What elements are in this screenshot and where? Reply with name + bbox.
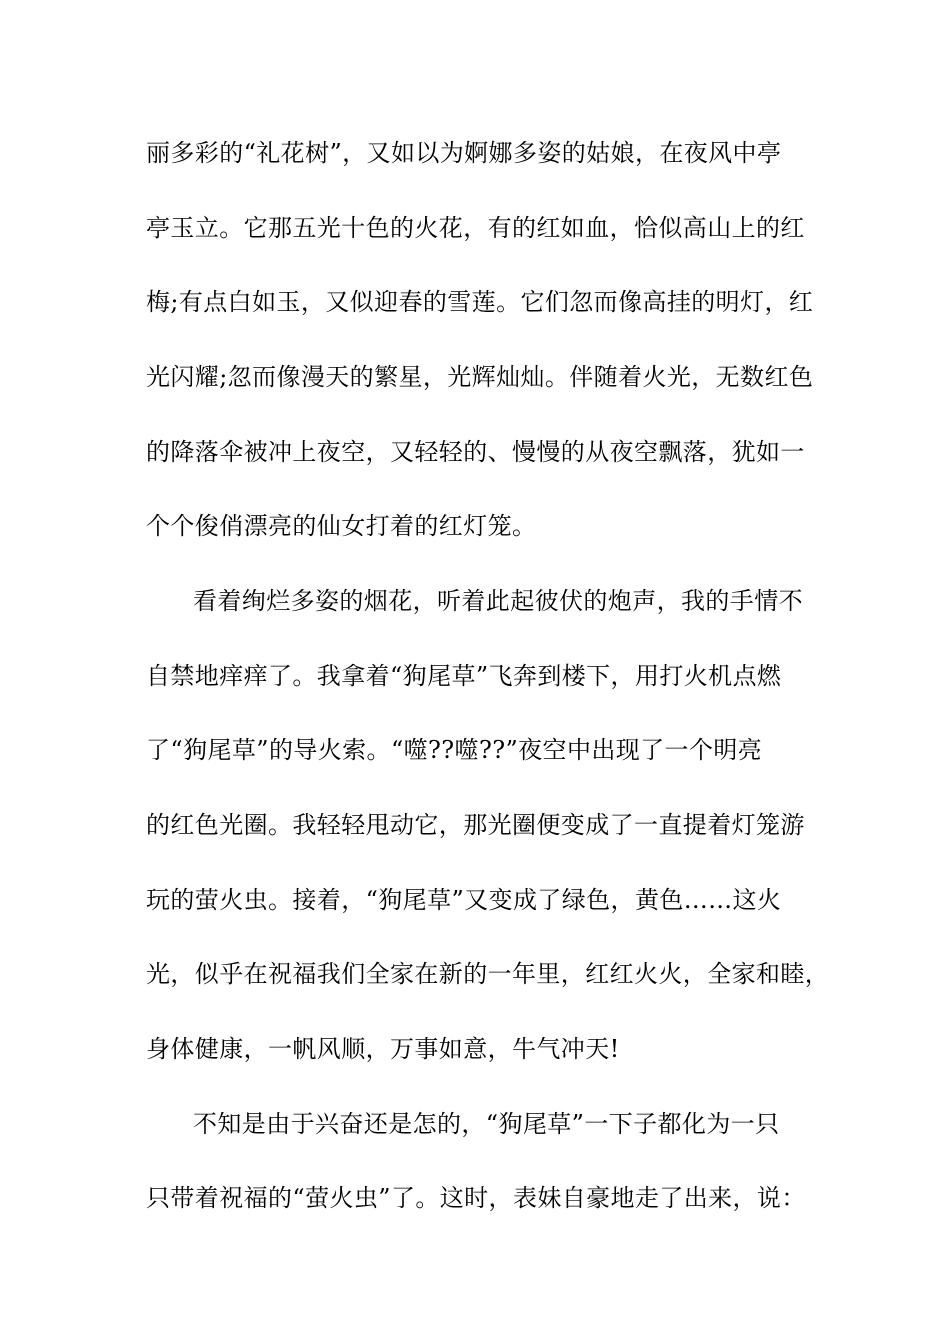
text-line: 玩的萤火虫。接着，“狗尾草”又变成了绿色，黄色……这火 <box>146 886 782 914</box>
text-line: 光闪耀;忽而像漫天的繁星，光辉灿灿。伴随着火光，无数红色 <box>146 363 814 391</box>
text-line: 光，似乎在祝福我们全家在新的一年里，红红火火，全家和睦， <box>146 960 830 988</box>
text-line: 梅;有点白如玉，又似迎春的雪莲。它们忽而像高挂的明灯，红 <box>146 288 814 316</box>
text-line: 丽多彩的“礼花树”，又如以为婀娜多姿的姑娘，在夜风中亭 <box>146 139 782 167</box>
text-line: 亭玉立。它那五光十色的火花，有的红如血，恰似高山上的红 <box>146 214 805 242</box>
text-line: 自禁地痒痒了。我拿着“狗尾草”飞奔到楼下，用打火机点燃 <box>146 662 782 690</box>
text-line: 只带着祝福的“萤火虫”了。这时，表妹自豪地走了出来，说： <box>146 1184 806 1212</box>
text-line: 的降落伞被冲上夜空，又轻轻的、慢慢的从夜空飘落，犹如一 <box>146 438 805 466</box>
text-line: 个个俊俏漂亮的仙女打着的红灯笼。 <box>146 512 537 540</box>
text-line: 了“狗尾草”的导火索。“噬??噬??”夜空中出现了一个明亮 <box>146 736 763 764</box>
paragraph-first-line: 不知是由于兴奋还是怎的，“狗尾草”一下子都化为一只 <box>193 1110 780 1138</box>
text-line: 的红色光圈。我轻轻甩动它，那光圈便变成了一直提着灯笼游 <box>146 811 805 839</box>
text-line: 身体健康，一帆风顺，万事如意，牛气冲天! <box>146 1035 620 1063</box>
paragraph-first-line: 看着绚烂多姿的烟花，听着此起彼伏的炮声，我的手情不 <box>193 587 803 615</box>
